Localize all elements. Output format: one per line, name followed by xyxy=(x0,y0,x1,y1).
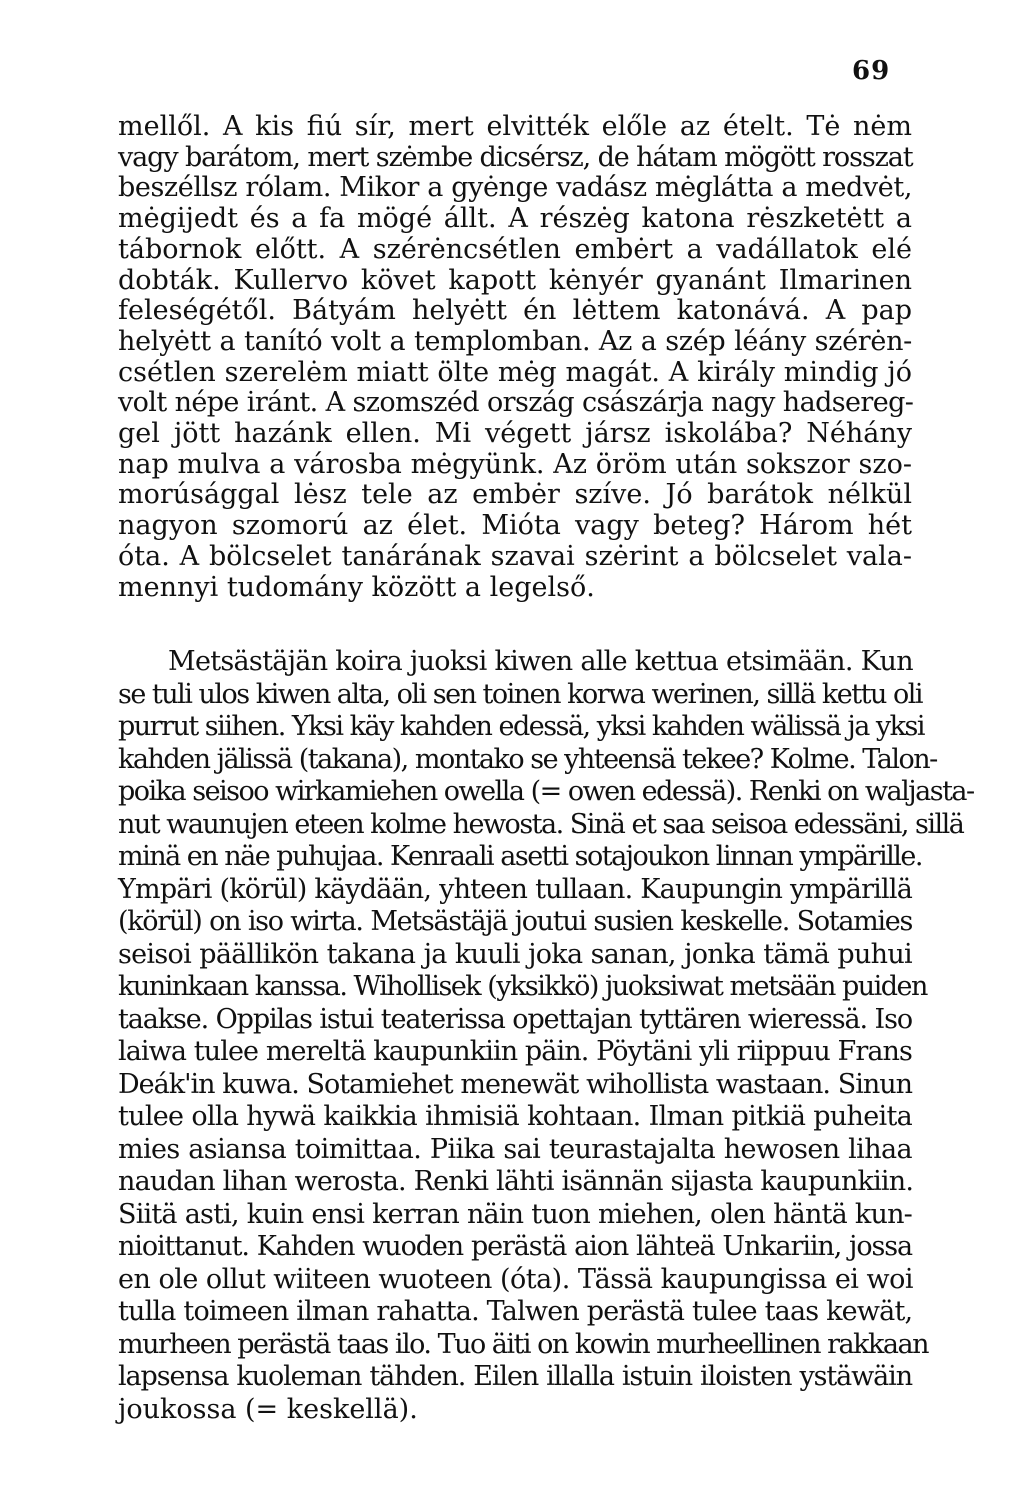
hungarian-line: mellől. A kis fiú sír, mert elvitték előle az ételt. Tė nėm xyxy=(118,111,912,142)
hungarian-line: nap mulva a városba mėgyünk. Az öröm után sokszor szo- xyxy=(118,448,912,480)
page-number: 69 xyxy=(852,56,891,86)
hungarian-line: beszéllsz rólam. Mikor a gyėnge vadász mėglátta a medvėt, xyxy=(118,172,912,204)
finnish-line: se tuli ulos kiwen alta, oli sen toinen korwa werinen, sillä kettu oli xyxy=(118,678,922,710)
finnish-line: taakse. Oppilas istui teaterissa opettajan tyttären wieressä. Iso xyxy=(118,1003,912,1035)
hungarian-line: gel jött hazánk ellen. Mi végett jársz iskolába? Néhány xyxy=(118,418,912,450)
finnish-line: en ole ollut wiiteen wuoteen (óta). Tässä kaupungissa ei woi xyxy=(118,1263,914,1295)
hungarian-line: mėgijedt és a fa mögé állt. A részėg katona rėszketėtt a xyxy=(118,203,912,235)
finnish-line: nioittanut. Kahden wuoden perästä aion lähteä Unkariin, jossa xyxy=(118,1231,912,1262)
hungarian-line: óta. A bölcselet tanárának szavai szėrint a bölcselet vala- xyxy=(118,540,912,572)
hungarian-line: mennyi tudomány között a legelső. xyxy=(118,571,595,603)
finnish-line: Siitä asti, kuin ensi kerran näin tuon miehen, olen häntä kun- xyxy=(118,1198,912,1230)
finnish-line: murheen perästä taas ilo. Tuo äiti on kowin murheellinen rakkaan xyxy=(118,1328,928,1360)
finnish-line: mies asiansa toimittaa. Piika sai teurastajalta hewosen lihaa xyxy=(118,1133,912,1165)
finnish-line: laiwa tulee mereltä kaupunkiin päin. Pöytäni yli riippuu Frans xyxy=(118,1036,912,1067)
hungarian-line: nagyon szomorú az élet. Mióta vagy beteg? Három hét xyxy=(118,510,912,542)
finnish-line: Ympäri (körül) käydään, yhteen tullaan. Kaupungin ympärillä xyxy=(118,873,912,905)
finnish-line: tulla toimeen ilman rahatta. Talwen perästä tulee taas kewät, xyxy=(118,1296,913,1327)
hungarian-line: helyėtt a tanító volt a templomban. Az a szép léány szérėn- xyxy=(118,325,912,357)
finnish-line: minä en näe puhujaa. Kenraali asetti sotajoukon linnan ympärille. xyxy=(118,841,922,872)
finnish-line: seisoi päällikön takana ja kuuli joka sanan, jonka tämä puhui xyxy=(118,938,912,970)
hungarian-line: tábornok előtt. A szérėncsétlen embėrt a vadállatok elé xyxy=(118,233,912,265)
hungarian-line: feleségétől. Bátyám helyėtt én lėttem katonává. A pap xyxy=(118,295,912,327)
finnish-line: (körül) on iso wirta. Metsästäjä joutui susien keskelle. Sotamies xyxy=(118,906,912,937)
hungarian-line: morúsággal lėsz tele az embėr szíve. Jó barátok nélkül xyxy=(118,479,912,511)
finnish-line: joukossa (= keskellä). xyxy=(118,1393,418,1425)
finnish-line: kahden jälissä (takana), montako se yhteensä tekee? Kolme. Talon- xyxy=(118,743,937,775)
finnish-line: tulee olla hywä kaikkia ihmisiä kohtaan. Ilman pitkiä puheita xyxy=(118,1101,912,1132)
finnish-line: poika seisoo wirkamiehen owella (= owen edessä). Renki on waljasta- xyxy=(118,776,974,807)
finnish-line: Metsästäjän koira juoksi kiwen alle kettua etsimään. Kun xyxy=(168,646,913,677)
finnish-line: lapsensa kuoleman tähden. Eilen illalla istuin iloisten ystäwäin xyxy=(118,1361,912,1392)
hungarian-line: volt népe iránt. A szomszéd ország császárja nagy hadsereg- xyxy=(118,387,914,419)
finnish-line: Deák'in kuwa. Sotamiehet menewät wihollista wastaan. Sinun xyxy=(118,1068,912,1100)
hungarian-line: dobták. Kullervo követ kapott kėnyér gyanánt Ilmarinen xyxy=(118,264,912,296)
finnish-paragraph xyxy=(118,646,974,1426)
finnish-line: purrut siihen. Yksi käy kahden edessä, yksi kahden wälissä ja yksi xyxy=(118,711,925,742)
hungarian-line: vagy barátom, mert szėmbe dicsérsz, de hátam mögött rosszat xyxy=(118,141,913,173)
finnish-line: kuninkaan kanssa. Wihollisek (yksikkö) juoksiwat metsään puiden xyxy=(118,971,927,1002)
hungarian-line: csétlen szerelėm miatt ölte mėg magát. A király mindig jó xyxy=(118,356,912,388)
finnish-line: nut waunujen eteen kolme hewosta. Sinä et saa seisoa edessäni, sillä xyxy=(118,808,964,840)
finnish-line: naudan lihan werosta. Renki lähti isännän sijasta kaupunkiin. xyxy=(118,1166,914,1197)
hungarian-paragraph xyxy=(118,112,912,603)
